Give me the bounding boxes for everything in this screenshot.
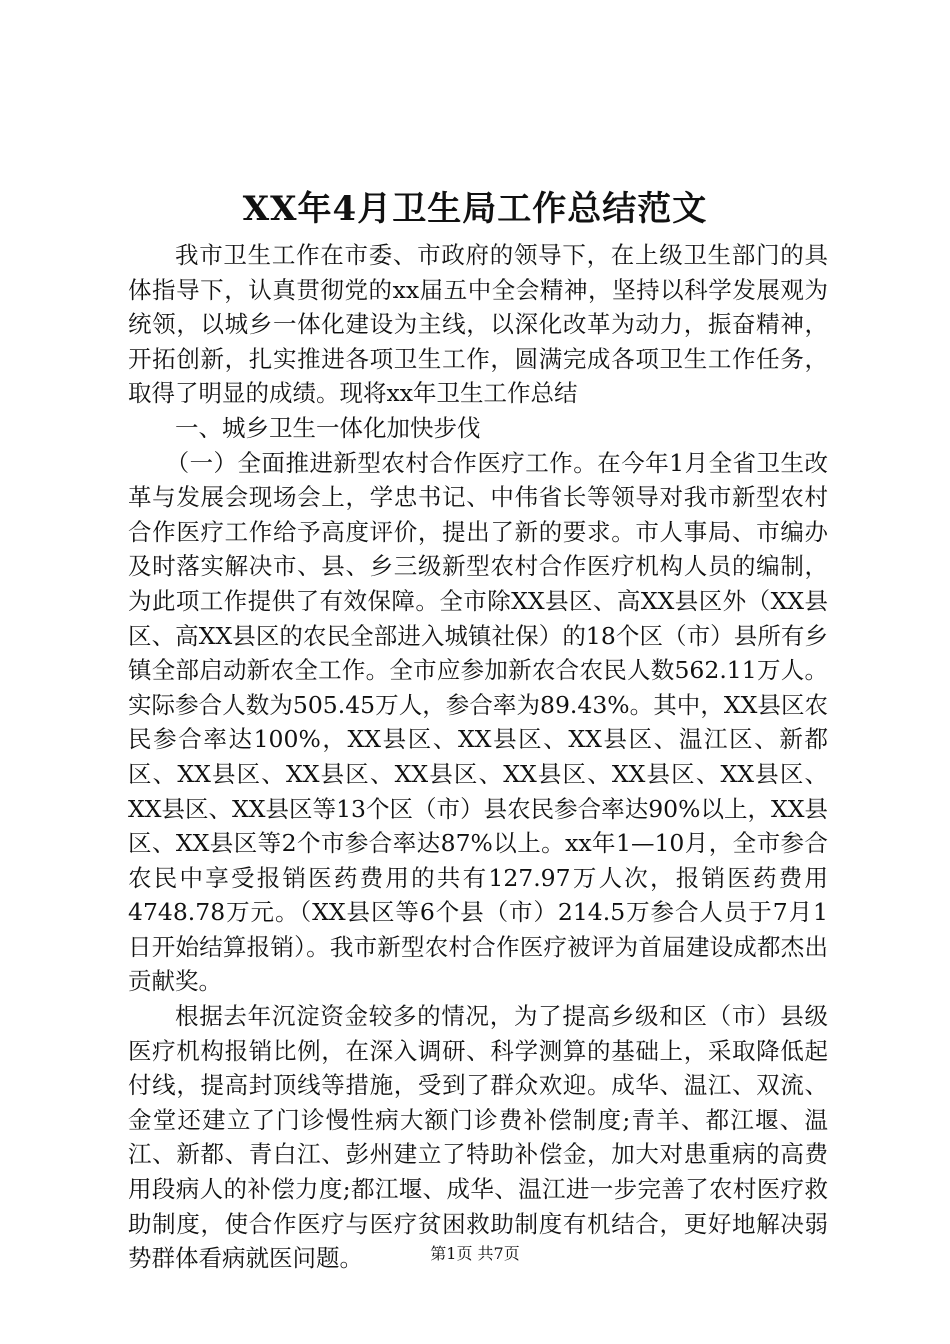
paragraph-intro: 我市卫生工作在市委、市政府的领导下，在上级卫生部门的具体指导下，认真贯彻党的xx届五中全会精神，坚持以科学发展观为统领，以城乡一体化建设为主线，以深化改革为动力，振奋精神，开拓创新，扎实推进各项卫生工作，圆满完成各项卫生工作任务，取得了明显的成绩。现将xx年卫生工作总结: [128, 241, 828, 408]
document-body: [128, 238, 828, 1276]
page-footer: 第1页 共7页: [430, 1244, 520, 1263]
section-heading: 一、城乡卫生一体化加快步伐: [175, 413, 481, 442]
paragraph-cooperative-medical: （一）全面推进新型农村合作医疗工作。在今年1月全省卫生改革与发展会现场会上，学忠书记、中伟省长等领导对我市新型农村合作医疗工作给予高度评价，提出了新的要求。市人事局、市编办及时落实解决市、县、乡三级新型农村合作医疗机构人员的编制，为此项工作提供了有效保障。全市除XX县区、高XX县区外（XX县区、高XX县区的农民全部进入城镇社保）的18个区（市）县所有乡镇全部启动新农全工作。全市应参加新农合农民人数562.11万人。实际参合人数为505.45万人，参合率为89.43%。其中，XX县区农民参合率达100%，XX县区、XX县区、XX县区、温江区、新都区、XX县区、XX县区、XX县区、XX县区、XX县区、XX县区、XX县区、XX县区等13个区（市）县农民参合率达90%以上，XX县区、XX县区等2个市参合率达87%以上。xx年1—10月，全市参合农民中享受报销医药费用的共有127.97万人次，报销医药费用4748.78万元。（XX县区等6个县（市）214.5万参合人员于7月1日开始结算报销）。我市新型农村合作医疗被评为首届建设成都杰出贡献奖。: [128, 448, 828, 996]
document-title: XX年4月卫生局工作总结范文: [242, 189, 708, 229]
paragraph-compensation: 根据去年沉淀资金较多的情况，为了提高乡级和区（市）县级医疗机构报销比例，在深入调研、科学测算的基础上，采取降低起付线，提高封顶线等措施，受到了群众欢迎。成华、温江、双流、金堂还建立了门诊慢性病大额门诊费补偿制度;青羊、都江堰、温江、新都、青白江、彭州建立了特助补偿金，加大对患重病的高费用段病人的补偿力度;都江堰、成华、温江进一步完善了农村医疗救助制度，使合作医疗与医疗贫困救助制度有机结合，更好地解决弱势群体看病就医问题。: [128, 1002, 828, 1273]
